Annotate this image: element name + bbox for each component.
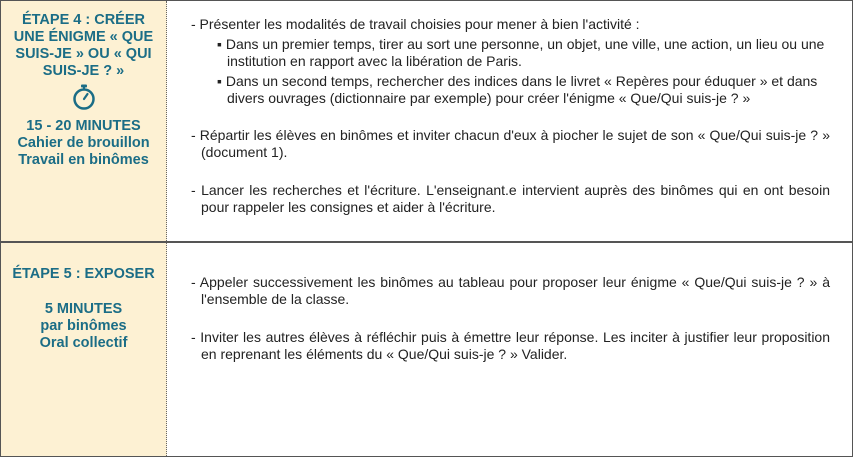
step4-meta	[1, 118, 166, 169]
step5-material: par binômes	[40, 318, 127, 334]
step4-instructions	[167, 1, 852, 241]
step5-sidebar	[1, 243, 167, 456]
step4-title: ÉTAPE 4 : CRÉER UNE ÉNIGME « QUE SUIS-JE » OU « QUI SUIS-JE ? »	[13, 12, 154, 79]
step4-sidebar	[1, 1, 167, 241]
step4-item-2: - Répartir les élèves en binômes et inviter chacun d'eux à piocher le sujet de son « Que/Qui suis-je ? » (document 1).	[191, 127, 830, 160]
step4-duration: 15 - 20 MINUTES	[26, 118, 141, 134]
step5-instructions	[167, 243, 852, 456]
stopwatch-icon	[71, 84, 97, 110]
step5-item-2: - Inviter les autres élèves à réfléchir puis à émettre leur réponse. Les inciter à justifier leur proposition en reprenant les éléments du « Que/Qui suis-je ? » Valider.	[191, 329, 830, 362]
step4-subitem-1: ▪ Dans un premier temps, tirer au sort une personne, un objet, une ville, une action, un lieu ou une institution en rapport avec la libération de Paris.	[217, 36, 825, 69]
step5-row	[1, 243, 852, 456]
step4-mode: Travail en binômes	[18, 152, 149, 168]
step4-row	[1, 1, 852, 241]
step5-meta	[1, 301, 166, 352]
step5-item-1: - Appeler successivement les binômes au tableau pour proposer leur énigme « Que/Qui suis-je ? » à l'ensemble de la classe.	[191, 274, 830, 307]
step5-mode: Oral collectif	[39, 335, 128, 351]
step4-material: Cahier de brouillon	[17, 135, 150, 151]
step4-subitem-2: ▪ Dans un second temps, rechercher des indices dans le livret « Repères pour éduquer » et dans divers ouvrages (dictionnaire par exemple) pour créer l'énigme « Que/Qui suis-je ? »	[217, 73, 818, 106]
step4-item-3: - Lancer les recherches et l'écriture. L'enseignant.e intervient auprès des binômes qui en ont besoin pour rappeler les consignes et aider à l'écriture.	[191, 182, 830, 215]
step4-item-1: - Présenter les modalités de travail choisies pour mener à bien l'activité :	[191, 16, 640, 32]
step5-duration: 5 MINUTES	[44, 301, 123, 317]
step5-title: ÉTAPE 5 : EXPOSER	[12, 266, 155, 282]
